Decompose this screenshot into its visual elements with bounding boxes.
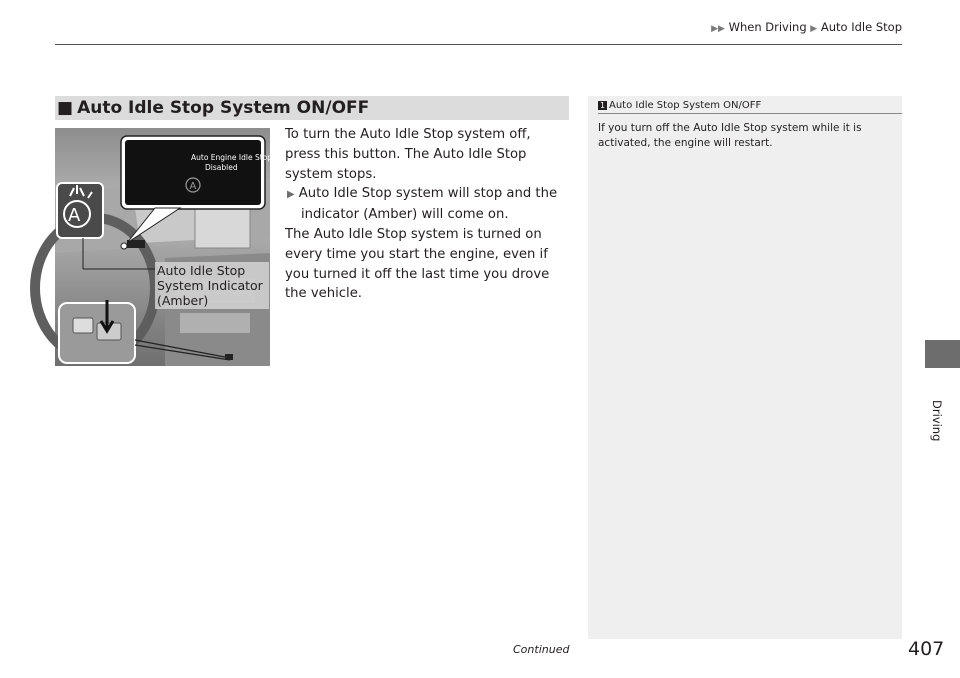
side-note-heading [598,96,902,114]
paragraph-2-text: Auto Idle Stop system will stop and the indicator (Amber) will come on. [298,186,558,223]
reference-marker-icon: 1 [599,100,606,110]
breadcrumb [711,20,902,34]
chapter-tab-marker [925,340,960,368]
side-note-title: Auto Idle Stop System ON/OFF [609,99,762,111]
breadcrumb-part-2[interactable]: Auto Idle Stop [820,20,902,34]
paragraph-1: To turn the Auto Idle Stop system off, press this button. The Auto Idle Stop system stops. [285,127,531,182]
chapter-label[interactable]: Driving [930,400,944,442]
indicator-callout-label: Auto Idle Stop System Indicator (Amber) [155,262,269,309]
side-note-text: If you turn off the Auto Idle Stop system while it is activated, the engine will restart. [598,122,862,149]
display-line-2: Disabled [205,163,238,172]
section-header [55,96,569,120]
body-text [285,125,570,304]
section-square-icon: ■ [57,98,74,118]
page-number: 407 [908,638,945,660]
paragraph-3: The Auto Idle Stop system is turned on every time you start the engine, even if you turned it off the last time you drove the vehicle. [285,226,550,302]
display-text-layer [151,146,272,176]
continued-label: Continued [513,643,570,656]
svg-text:A: A [189,181,197,192]
breadcrumb-arrow-icon: ▶ [810,24,818,34]
paragraph-2 [285,184,570,225]
breadcrumb-arrow-icon: ▶▶ [711,24,725,34]
section-title: Auto Idle Stop System ON/OFF [77,98,370,118]
side-note-panel [588,96,902,639]
display-line-1: Auto Engine Idle Stop [191,153,272,162]
header-divider [55,44,902,45]
breadcrumb-part-1[interactable]: When Driving [728,20,807,34]
result-arrow-icon: ▶ [287,189,295,201]
svg-text:A: A [68,205,81,226]
